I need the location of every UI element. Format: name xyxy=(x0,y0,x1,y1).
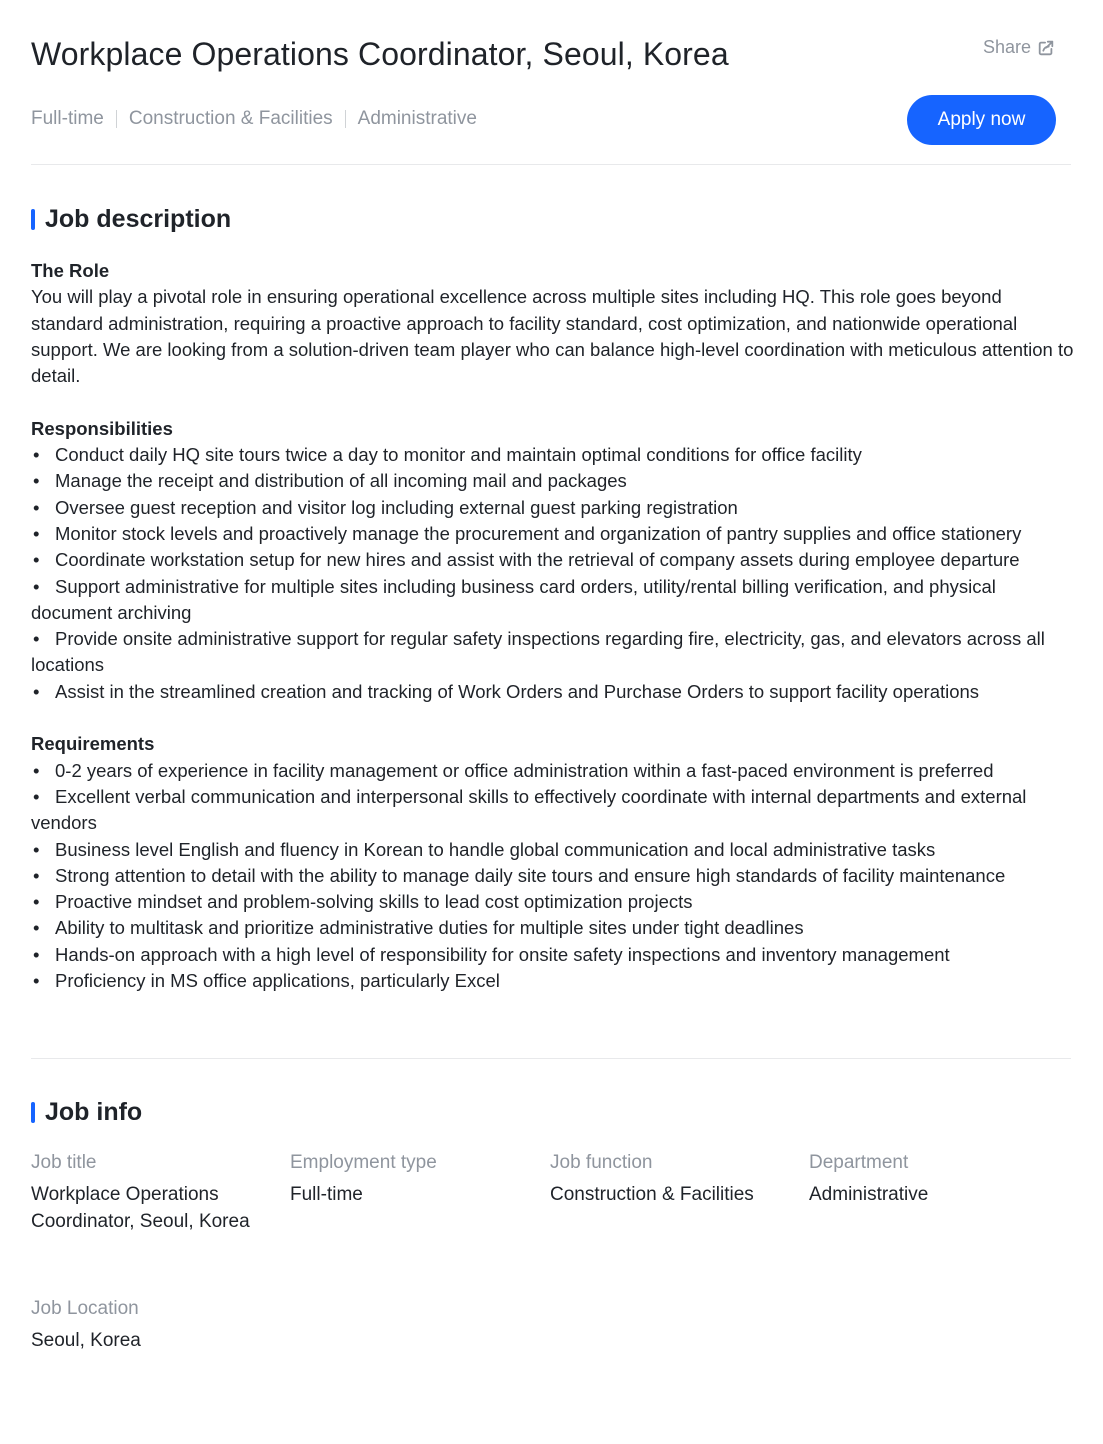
job-info-heading xyxy=(31,1098,142,1127)
info-label: Job title xyxy=(31,1152,97,1173)
list-item: • Strong attention to detail with the ability to manage daily site tours and ensure high standards of facility maintenance xyxy=(31,863,1076,889)
share-button[interactable] xyxy=(983,37,1055,58)
list-item: • Business level English and fluency in Korean to handle global communication and local administrative tasks xyxy=(31,837,1076,863)
job-tags xyxy=(31,108,477,130)
job-header xyxy=(31,0,1071,165)
role-text: You will play a pivotal role in ensuring operational excellence across multiple sites including HQ. This role goes beyond standard administration, requiring a proactive approach to facility standard, cost optimization, and nationwide operational support. We are looking from a solution-driven team player who can balance high-level coordination with meticulous attention to detail. xyxy=(31,286,1074,387)
job-description-body xyxy=(31,258,1076,1021)
tag-department: Administrative xyxy=(357,108,477,129)
info-value: Administrative xyxy=(809,1184,929,1205)
list-item: • Conduct daily HQ site tours twice a day to monitor and maintain optimal conditions for office facility xyxy=(31,442,1076,468)
info-job-function xyxy=(550,1150,790,1208)
info-label: Job function xyxy=(550,1152,653,1173)
info-employment-type xyxy=(290,1150,530,1208)
list-item: • Proactive mindset and problem-solving skills to lead cost optimization projects xyxy=(31,889,1076,915)
responsibilities-list xyxy=(31,442,1076,705)
list-item: • Support administrative for multiple sites including business card orders, utility/rental billing verification, and physical document archiving xyxy=(31,574,1076,627)
info-value: Construction & Facilities xyxy=(550,1184,754,1205)
tag-divider xyxy=(345,110,346,128)
requirements-list xyxy=(31,758,1076,995)
list-item: • Hands-on approach with a high level of responsibility for onsite safety inspections and inventory management xyxy=(31,942,1076,968)
tag-employment-type: Full-time xyxy=(31,108,104,129)
list-item: • 0-2 years of experience in facility management or office administration within a fast-paced environment is preferred xyxy=(31,758,1076,784)
info-label: Employment type xyxy=(290,1152,437,1173)
info-job-location xyxy=(31,1296,271,1354)
section-accent-bar xyxy=(31,1102,35,1123)
info-job-title xyxy=(31,1150,271,1235)
job-info-title: Job info xyxy=(45,1098,143,1126)
info-label: Department xyxy=(809,1152,909,1173)
tag-job-function: Construction & Facilities xyxy=(128,108,333,129)
list-item: • Provide onsite administrative support for regular safety inspections regarding fire, electricity, gas, and elevators across all locations xyxy=(31,626,1076,679)
list-item: • Excellent verbal communication and interpersonal skills to effectively coordinate with internal departments and external vendors xyxy=(31,784,1076,837)
info-value: Seoul, Korea xyxy=(31,1330,141,1351)
share-icon xyxy=(1037,39,1055,57)
list-item: • Manage the receipt and distribution of all incoming mail and packages xyxy=(31,468,1076,494)
info-department xyxy=(809,1150,1049,1208)
job-description-heading xyxy=(31,205,231,234)
list-item: • Coordinate workstation setup for new hires and assist with the retrieval of company assets during employee departure xyxy=(31,547,1076,573)
share-label: Share xyxy=(982,37,1031,57)
job-title: Workplace Operations Coordinator, Seoul, Korea xyxy=(31,36,729,72)
job-description-title: Job description xyxy=(45,205,232,233)
info-label: Job Location xyxy=(31,1298,139,1319)
section-accent-bar xyxy=(31,209,35,230)
list-item: • Assist in the streamlined creation and tracking of Work Orders and Purchase Orders to support facility operations xyxy=(31,679,1076,705)
list-item: • Monitor stock levels and proactively manage the procurement and organization of pantry supplies and office stationery xyxy=(31,521,1076,547)
info-value: Full-time xyxy=(290,1184,363,1205)
role-heading: The Role xyxy=(31,260,110,281)
tag-divider xyxy=(116,110,117,128)
list-item: • Ability to multitask and prioritize administrative duties for multiple sites under tight deadlines xyxy=(31,915,1076,941)
apply-now-button[interactable]: Apply now xyxy=(907,95,1056,145)
responsibilities-heading: Responsibilities xyxy=(31,417,173,439)
list-item: • Oversee guest reception and visitor log including external guest parking registration xyxy=(31,495,1076,521)
section-divider xyxy=(31,1058,1071,1059)
list-item: • Proficiency in MS office applications, particularly Excel xyxy=(31,968,1076,994)
info-value: Workplace Operations Coordinator, Seoul, Korea xyxy=(31,1184,250,1232)
requirements-heading: Requirements xyxy=(31,733,155,755)
